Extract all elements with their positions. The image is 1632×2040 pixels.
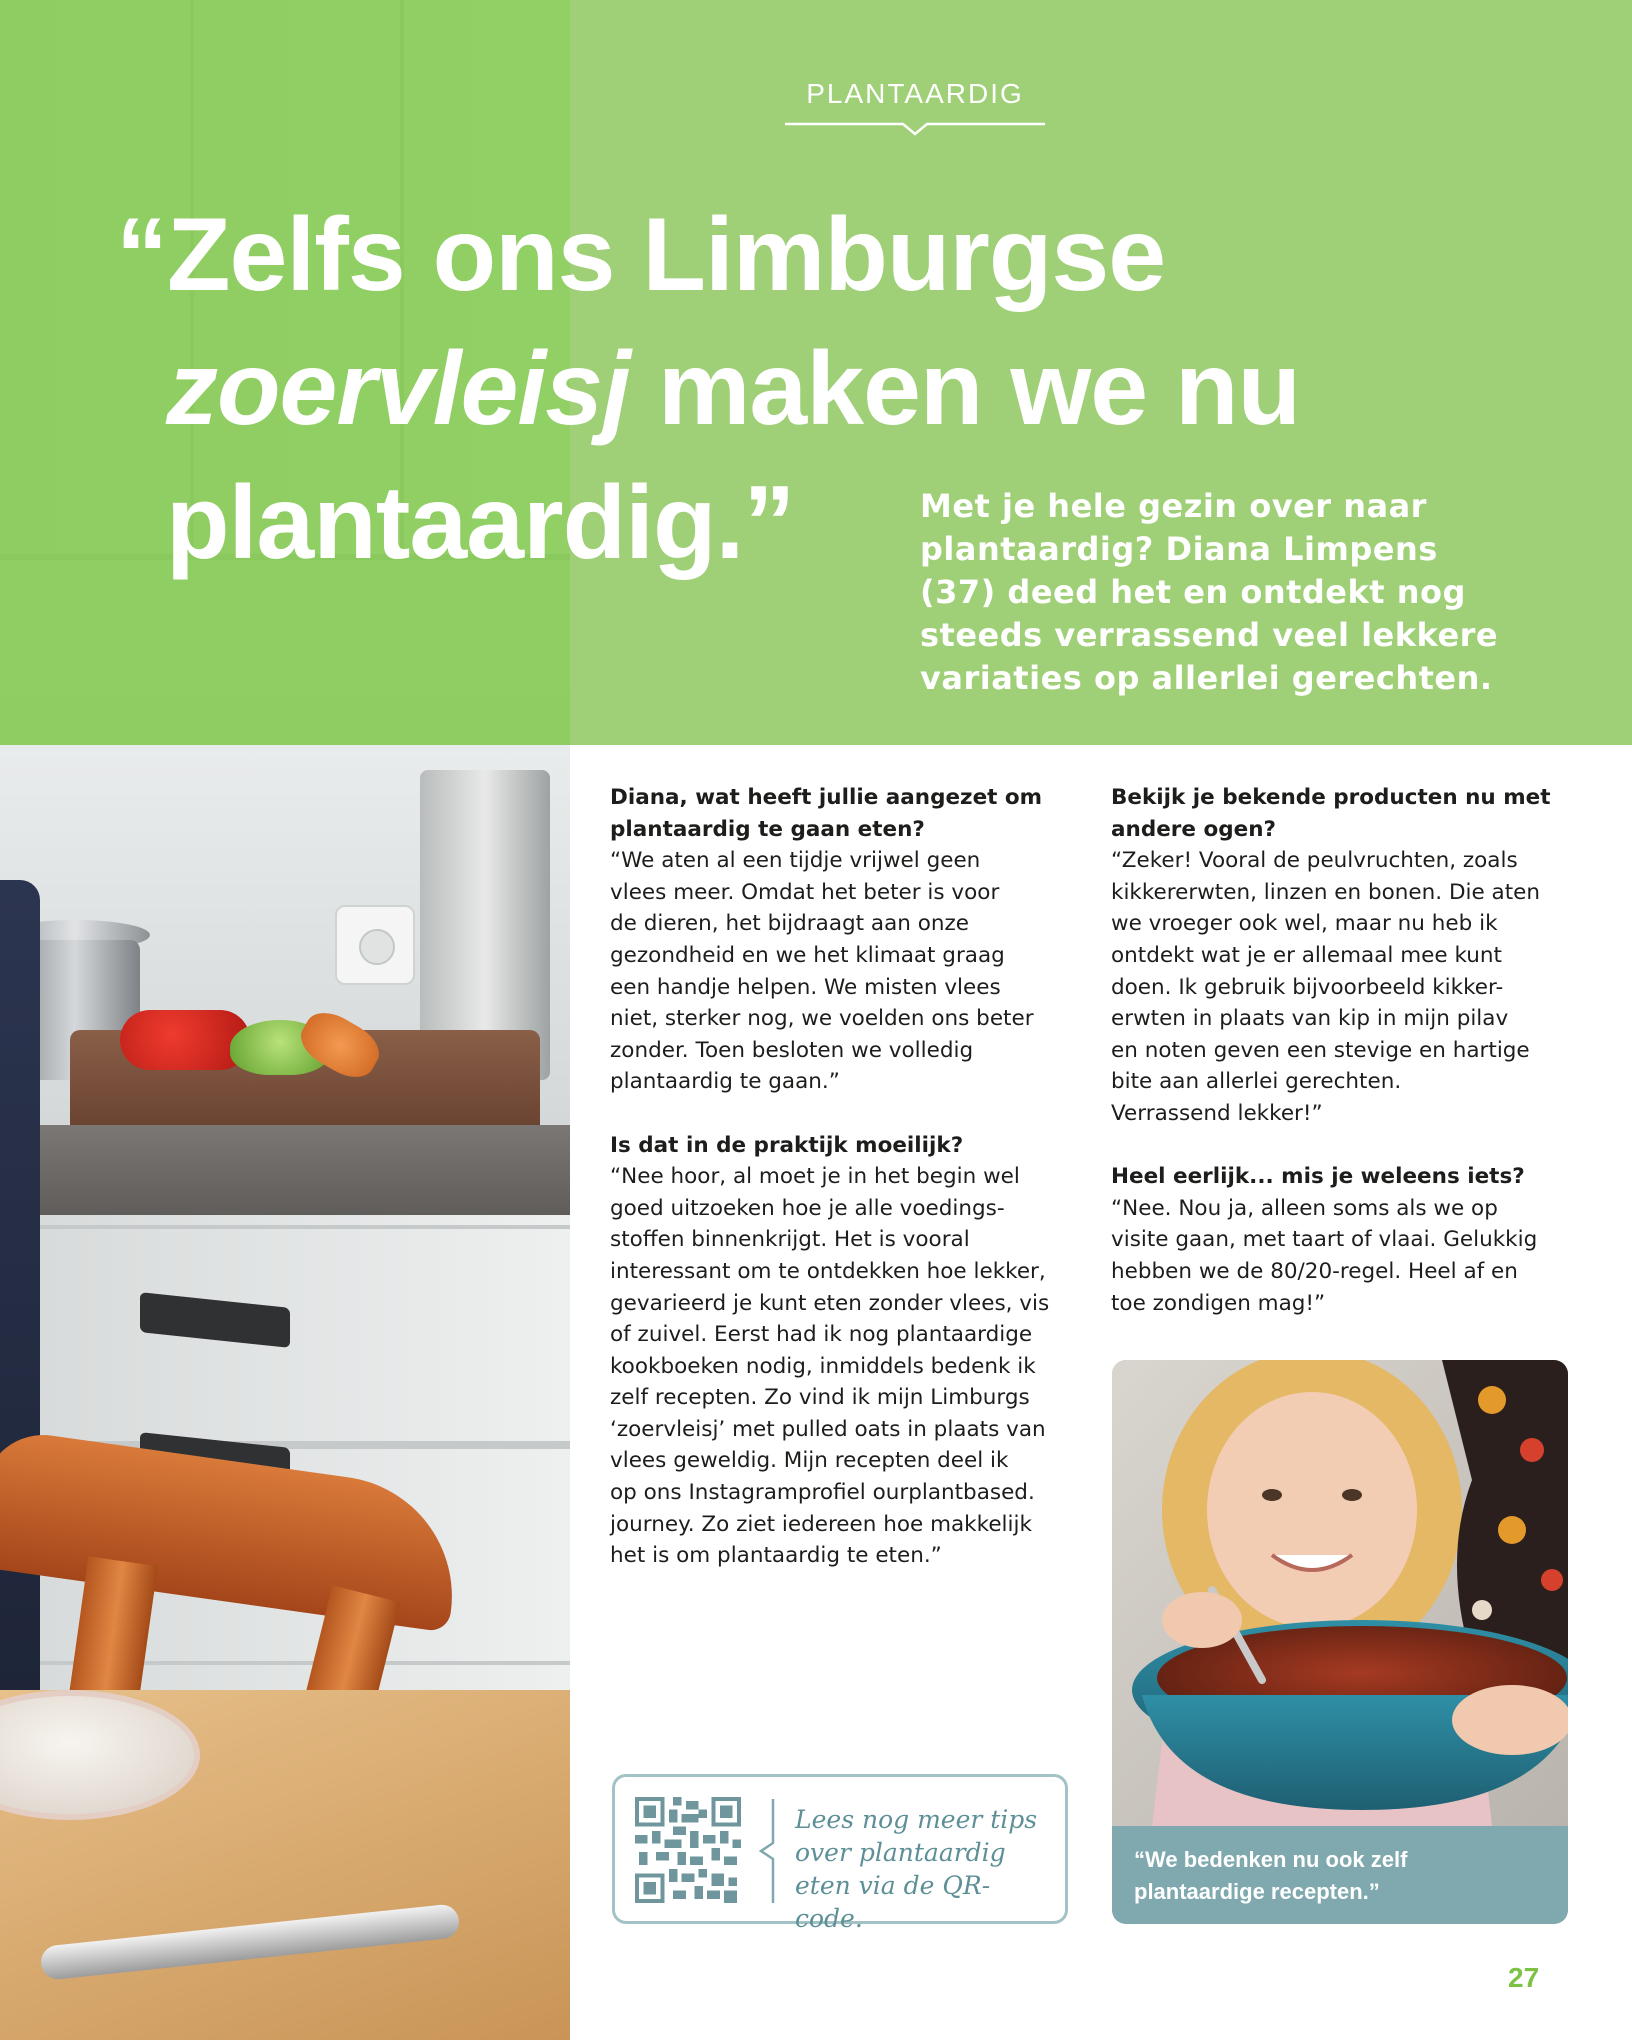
question: Heel eerlijk... mis je weleens iets?	[1111, 1164, 1525, 1190]
qr-code-text: Lees nog meer tips over plantaardig eten via de QR-code.	[795, 1805, 1038, 1933]
headline-line-1: “Zelfs ons Limburgse	[116, 197, 1166, 313]
question: Is dat in de praktijk moeilijk?	[610, 1132, 964, 1158]
question: Diana, wat heeft jullie aangezet om plantaardig te gaan eten?	[610, 785, 1043, 842]
headline-line-2-rest: maken we nu	[630, 331, 1301, 447]
answer: “Nee. Nou ja, alleen soms als we op visite gaan, met taart of vlaai. Gelukkig hebben we de 80/20-regel. Heel af en toe zondigen mag!”	[1111, 1195, 1538, 1316]
intro-text: Met je hele gezin over naar plantaardig? Diana Limpens (37) deed het en ontdekt nog steeds verrassend veel lekkere variaties op allerlei gerechten.	[920, 487, 1499, 697]
photo-caption	[1112, 1826, 1568, 1924]
question: Bekijk je bekende producten nu met andere ogen?	[1111, 785, 1551, 842]
page-number: 27	[1508, 1962, 1540, 1993]
section-rule	[785, 120, 1045, 142]
headline-line-2	[116, 322, 1416, 456]
qr-code-icon[interactable]	[635, 1797, 741, 1903]
bracket-icon	[757, 1799, 779, 1903]
section-label: PLANTAARDIG	[806, 78, 1024, 109]
caption-text: “We bedenken nu ook zelf plantaardige recepten.”	[1134, 1847, 1408, 1904]
girl-with-soup-photo	[1112, 1360, 1568, 1826]
headline-italic-word: zoervleisj	[166, 331, 631, 447]
interview-column-left	[610, 782, 1080, 1603]
answer: “Nee hoor, al moet je in het begin wel goed uitzoeken hoe je alle voedings- stoffen binnenkrijgt. Het is vooral interessant om te ontdekken hoe lekker, gevarieerd je kunt eten zonder vlees, vis of zuivel. Eerst had ik nog plantaardige kookboeken nodig, inmiddels bedenk ik zelf recepten. Zo vind ik mijn Limburgs ‘zoervleisj’ met pulled oats in plaats van vlees geweldig. Mijn recepten deel ik op ons Instagramprofiel ourplantbased. journey. Zo ziet iedereen hoe makkelijk het is om plantaardig te eten.”	[610, 1164, 1050, 1569]
answer: “Zeker! Vooral de peulvruchten, zoals kikkererwten, linzen en bonen. Die aten we vroeger ook wel, maar nu heb ik ontdekt wat je er allemaal mee kunt doen. Ik gebruik bijvoorbeeld kikker- erwten in plaats van kip in mijn pilav en noten geven een stevige en hartige bite aan allerlei gerechten. Verrassend lekker!”	[1111, 848, 1540, 1126]
photo-card	[1112, 1360, 1568, 1924]
answer: “We aten al een tijdje vrijwel geen vlees meer. Omdat het beter is voor de dieren, het bijdraagt aan onze gezondheid en we het klimaat graag een handje helpen. We misten vlees niet, sterker nog, we voelden ons beter zonder. Toen besloten we volledig plantaardig te gaan.”	[610, 848, 1034, 1095]
headline-line-3: plantaardig.”	[166, 465, 795, 581]
interview-column-right	[1111, 782, 1581, 1351]
qr-code-box[interactable]	[612, 1774, 1068, 1933]
